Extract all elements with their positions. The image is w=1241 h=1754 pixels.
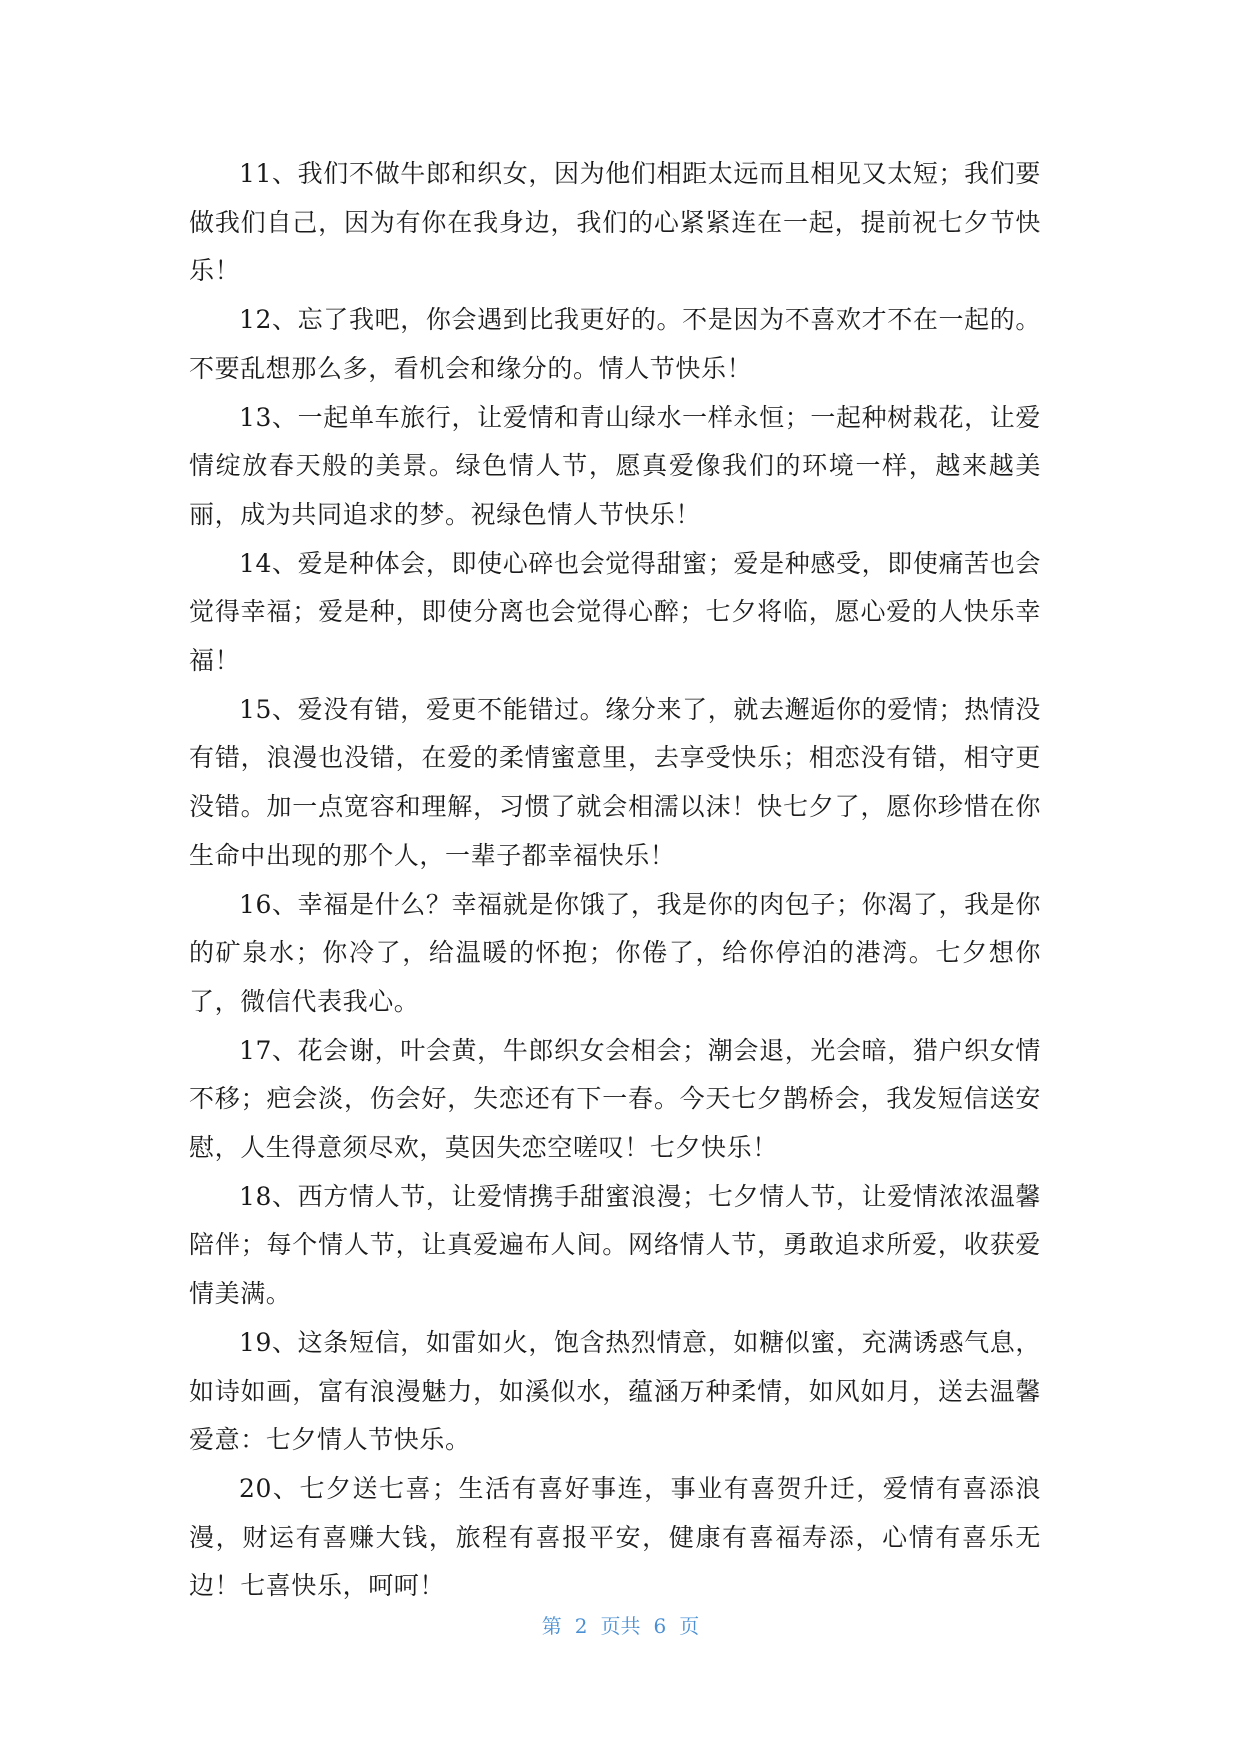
paragraph-17: 17、花会谢，叶会黄，牛郎织女会相会；潮会退，光会暗，猎户织女情不移；疤会淡，伤会好，失恋还有下一春。今天七夕鹊桥会，我发短信送安慰，人生得意须尽欢，莫因失恋空嗟叹！七夕快乐！: [189, 1035, 1041, 1163]
paragraph-18: 18、西方情人节，让爱情携手甜蜜浪漫；七夕情人节，让爱情浓浓温馨陪伴；每个情人节，让真爱遍布人间。网络情人节，勇敢追求所爱，收获爱情美满。: [189, 1181, 1041, 1309]
paragraph-11: 11、我们不做牛郎和织女，因为他们相距太远而且相见又太短；我们要做我们自己，因为有你在我身边，我们的心紧紧连在一起，提前祝七夕节快乐！: [189, 159, 1041, 286]
paragraph-14: 14、爱是种体会，即使心碎也会觉得甜蜜；爱是种感受，即使痛苦也会觉得幸福；爱是种，即使分离也会觉得心醉；七夕将临，愿心爱的人快乐幸福！: [189, 548, 1041, 676]
footer-total-pages: 6: [653, 1614, 667, 1638]
paragraph-15: 15、爱没有错，爱更不能错过。缘分来了，就去邂逅你的爱情；热情没有错，浪漫也没错，在爱的柔情蜜意里，去享受快乐；相恋没有错，相守更没错。加一点宽容和理解，习惯了就会相濡以沫！快七夕了，愿你珍惜在你生命中出现的那个人，一辈子都幸福快乐！: [189, 694, 1041, 870]
paragraph-16: 16、幸福是什么？幸福就是你饿了，我是你的肉包子；你渴了，我是你的矿泉水；你冷了，给温暖的怀抱；你倦了，给你停泊的港湾。七夕想你了，微信代表我心。: [189, 889, 1041, 1016]
footer-middle: 页共: [600, 1614, 641, 1638]
paragraph-19: 19、这条短信，如雷如火，饱含热烈情意，如糖似蜜，充满诱惑气息，如诗如画，富有浪漫魅力，如溪似水，蕴涵万种柔情，如风如月，送去温馨爱意：七夕情人节快乐。: [189, 1327, 1041, 1455]
paragraph-20: 20、七夕送七喜；生活有喜好事连，事业有喜贺升迁，爱情有喜添浪漫，财运有喜赚大钱，旅程有喜报平安，健康有喜福寿添，心情有喜乐无边！七喜快乐，呵呵！: [189, 1473, 1041, 1601]
footer-current-page: 2: [574, 1614, 588, 1638]
footer-prefix: 第: [541, 1614, 562, 1638]
page-number-footer: [0, 1610, 1241, 1639]
paragraph-12: 12、忘了我吧，你会遇到比我更好的。不是因为不喜欢才不在一起的。不要乱想那么多，看机会和缘分的。情人节快乐！: [189, 305, 1041, 383]
document-body: [189, 150, 1041, 1611]
footer-suffix: 页: [679, 1614, 700, 1638]
paragraph-13: 13、一起单车旅行，让爱情和青山绿水一样永恒；一起种树栽花，让爱情绽放春天般的美景。绿色情人节，愿真爱像我们的环境一样，越来越美丽，成为共同追求的梦。祝绿色情人节快乐！: [189, 402, 1041, 529]
